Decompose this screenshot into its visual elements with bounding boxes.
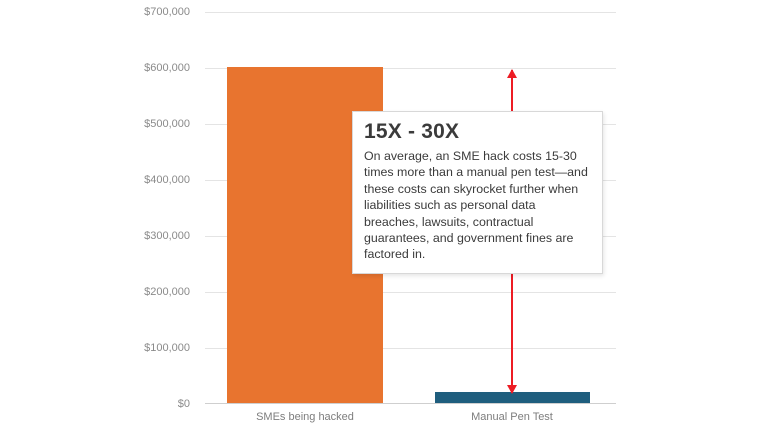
annotation-callout xyxy=(352,111,603,274)
annotation-body: On average, an SME hack costs 15-30 times more than a manual pen test—and these costs can skyrocket further when liabilities such as personal data breaches, lawsuits, contractual guarantees, and government fines are factored in. xyxy=(364,149,588,262)
annotation-title: 15X - 30X xyxy=(364,120,460,143)
y-tick-label: $100,000 xyxy=(144,342,190,354)
x-axis-baseline xyxy=(205,403,616,404)
x-category-label-pentest: Manual Pen Test xyxy=(471,411,553,423)
y-tick-label: $600,000 xyxy=(144,62,190,74)
y-tick-label: $200,000 xyxy=(144,286,190,298)
y-tick-label: $300,000 xyxy=(144,230,190,242)
x-category-label-smes: SMEs being hacked xyxy=(256,411,354,423)
gridline xyxy=(205,12,616,13)
y-tick-label: $500,000 xyxy=(144,118,190,130)
y-tick-label: $0 xyxy=(177,398,190,410)
y-axis xyxy=(0,6,197,410)
arrowhead-down-icon xyxy=(507,385,517,394)
y-tick-label: $400,000 xyxy=(144,174,190,186)
y-tick-label: $700,000 xyxy=(144,6,190,18)
arrowhead-up-icon xyxy=(507,69,517,78)
